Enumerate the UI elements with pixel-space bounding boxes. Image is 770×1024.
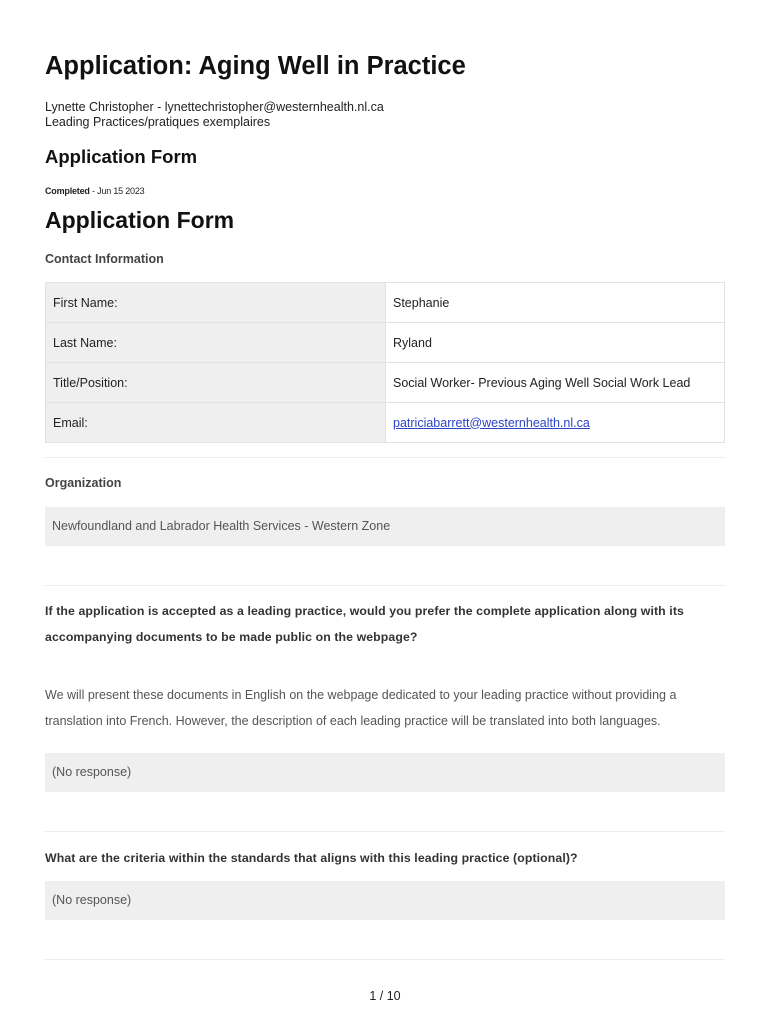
organization-section-label: Organization bbox=[45, 476, 122, 490]
table-row bbox=[46, 403, 725, 443]
first-name-label: First Name: bbox=[46, 283, 386, 323]
applicant-name-email: Lynette Christopher - lynettechristopher@westernhealth.nl.ca bbox=[45, 100, 384, 114]
form-title: Application Form bbox=[45, 207, 235, 233]
criteria-question-answer: (No response) bbox=[45, 881, 725, 920]
table-row bbox=[46, 283, 725, 323]
table-row bbox=[46, 363, 725, 403]
first-name-value: Stephanie bbox=[386, 283, 725, 323]
email-label: Email: bbox=[46, 403, 386, 443]
contact-section-label: Contact Information bbox=[45, 252, 164, 266]
public-question-note: We will present these documents in English on the webpage dedicated to your leading practice without providing a translation into French. However, the description of each leading practice will be translated into both languages. bbox=[45, 688, 677, 728]
last-name-value: Ryland bbox=[386, 323, 725, 363]
email-link[interactable]: patriciabarrett@westernhealth.nl.ca bbox=[393, 415, 590, 430]
organization-value: Newfoundland and Labrador Health Services - Western Zone bbox=[45, 507, 725, 546]
public-question-answer: (No response) bbox=[45, 753, 725, 792]
applicant-info bbox=[45, 100, 384, 129]
page-number: 1 / 10 bbox=[369, 989, 401, 1003]
public-question: If the application is accepted as a leading practice, would you prefer the complete application along with its accompanying documents to be made public on the webpage? bbox=[45, 604, 684, 644]
section-divider bbox=[45, 585, 725, 586]
table-row bbox=[46, 323, 725, 363]
status-label: Completed bbox=[45, 186, 90, 196]
applicant-program: Leading Practices/pratiques exemplaires bbox=[45, 114, 271, 129]
contact-table bbox=[45, 282, 725, 443]
section-divider bbox=[45, 457, 725, 458]
status-separator: - bbox=[89, 186, 98, 196]
form-heading: Application Form bbox=[45, 146, 198, 167]
status-line bbox=[45, 186, 144, 196]
section-divider bbox=[45, 959, 725, 960]
email-cell bbox=[386, 403, 725, 443]
section-divider bbox=[45, 831, 725, 832]
criteria-question: What are the criteria within the standards that aligns with this leading practice (optional)? bbox=[45, 851, 578, 865]
page-title: Application: Aging Well in Practice bbox=[45, 52, 466, 80]
last-name-label: Last Name: bbox=[46, 323, 386, 363]
title-position-value: Social Worker- Previous Aging Well Social Work Lead bbox=[386, 363, 725, 403]
status-date: Jun 15 2023 bbox=[97, 186, 145, 196]
title-position-label: Title/Position: bbox=[46, 363, 386, 403]
